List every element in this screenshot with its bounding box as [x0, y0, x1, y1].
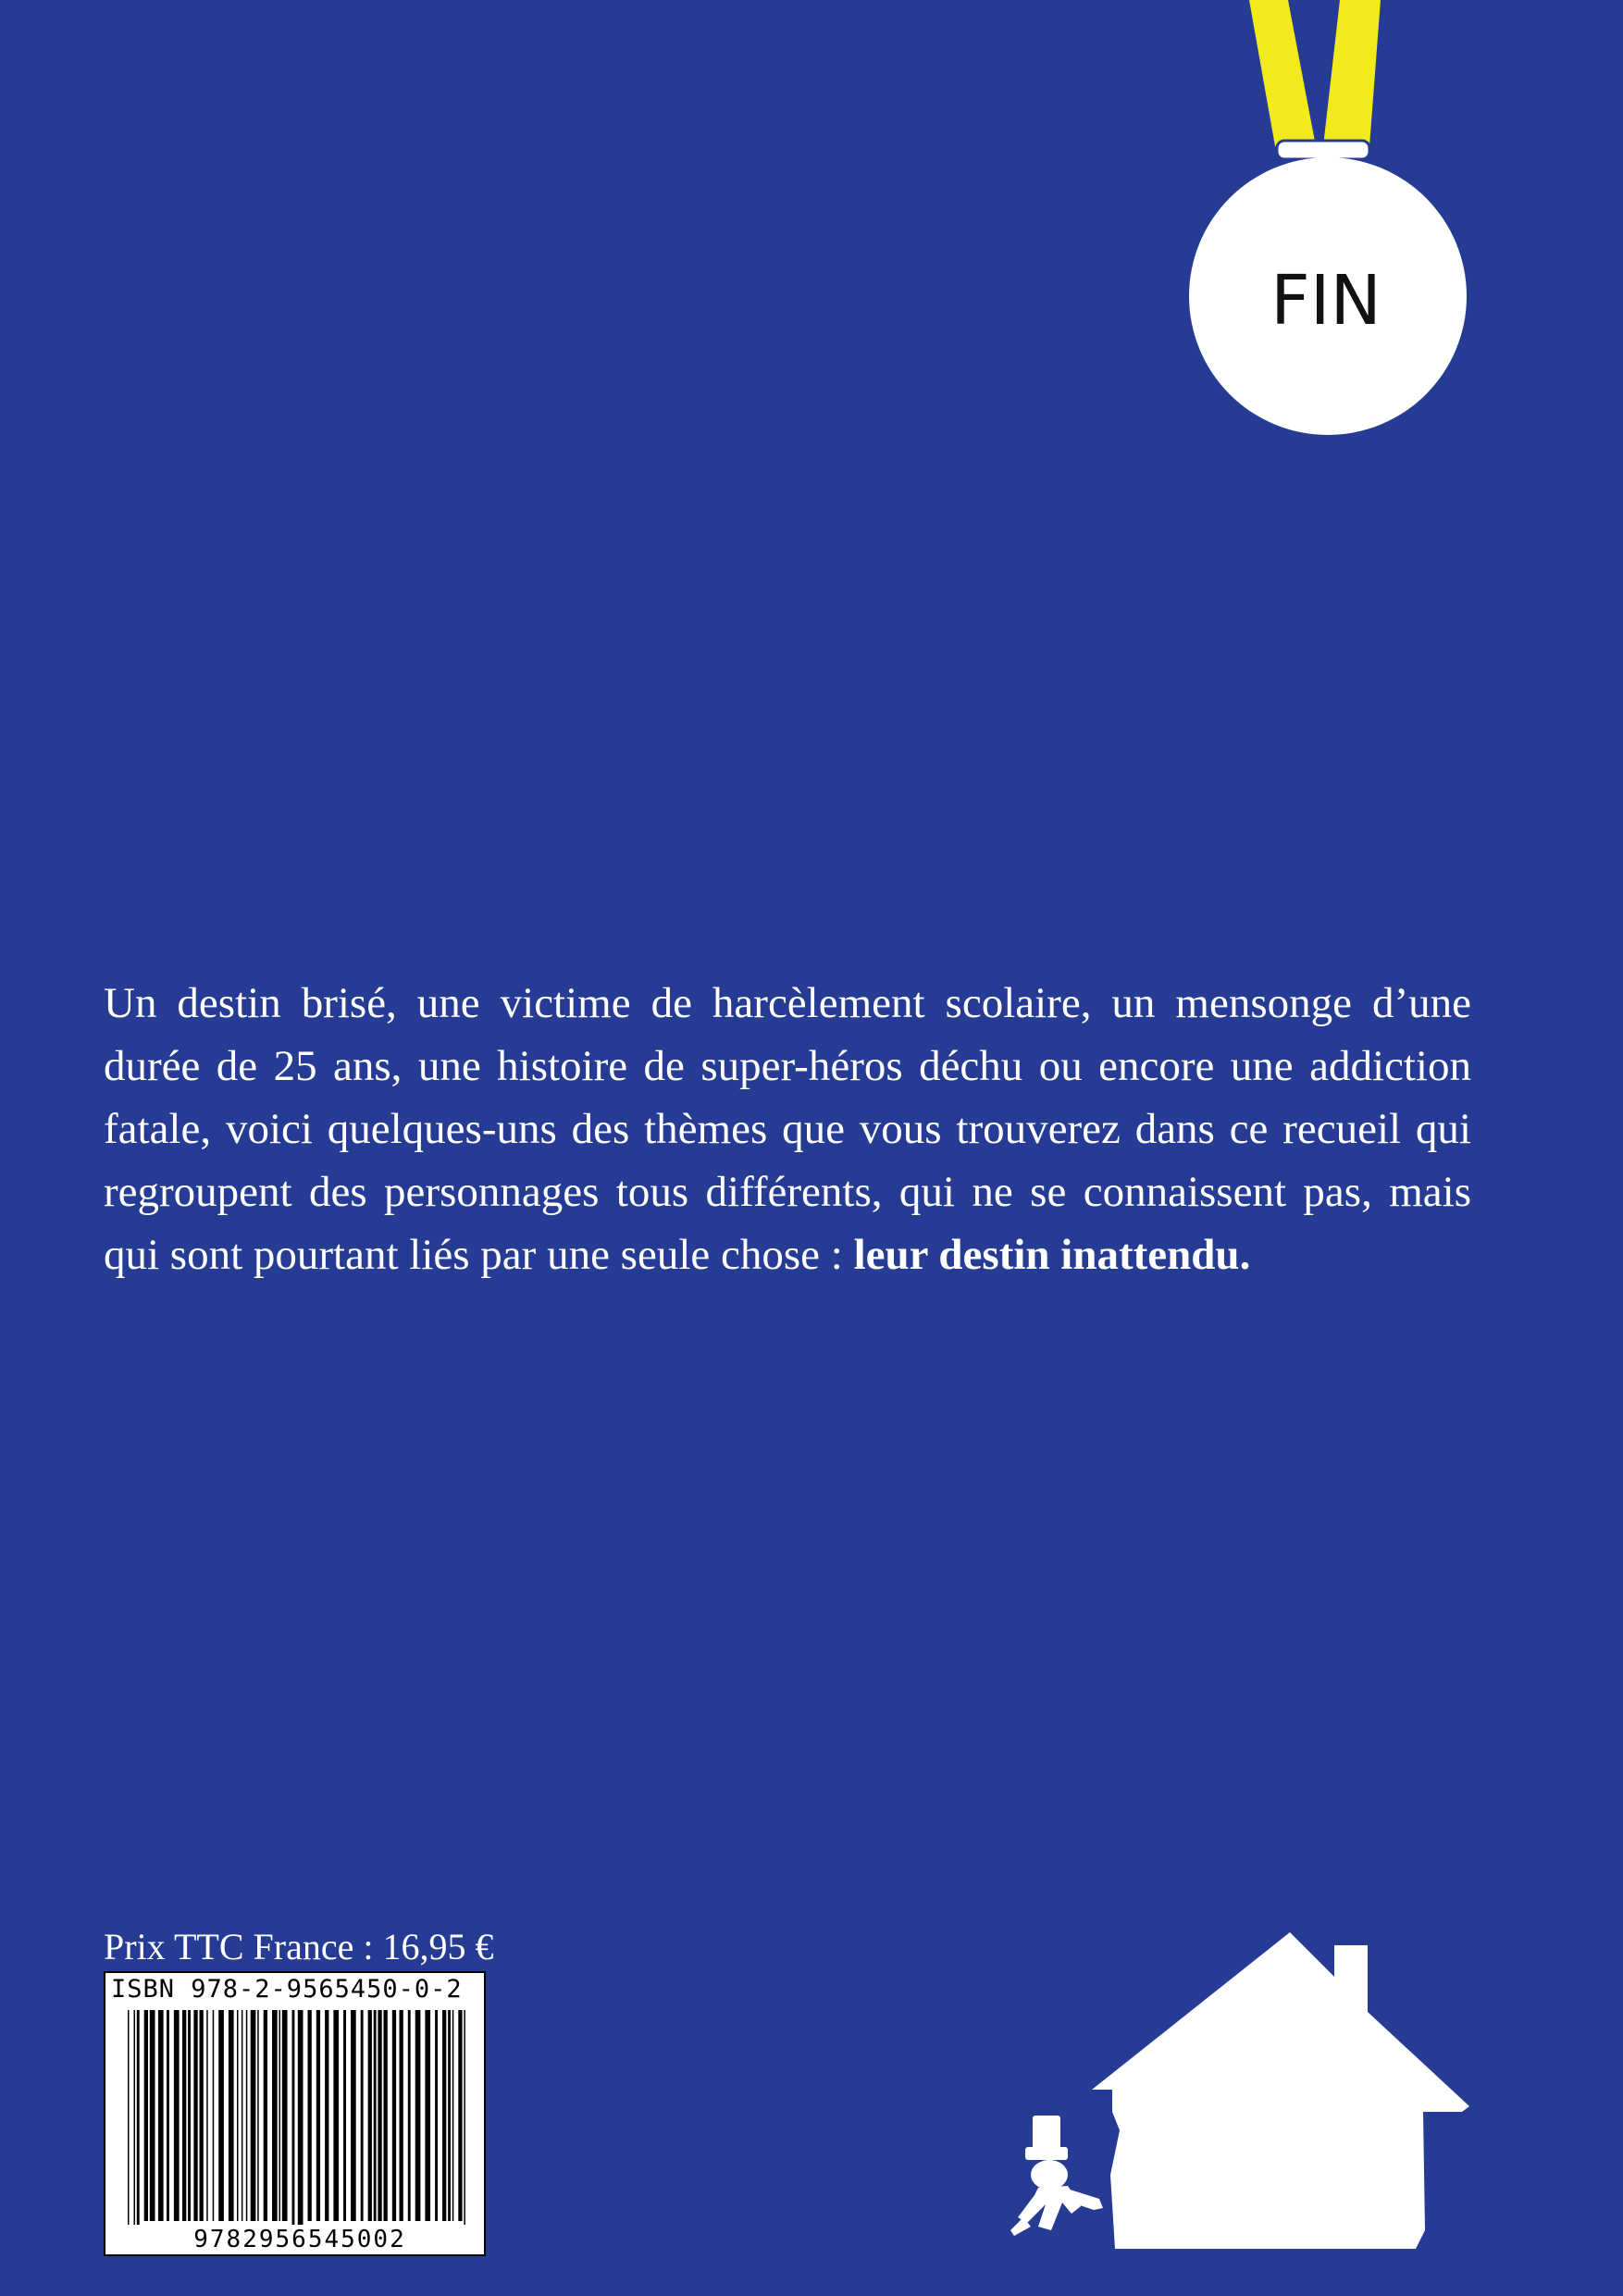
house-silhouette: [1092, 1932, 1469, 2249]
barcode-bar: [408, 2010, 411, 2221]
barcode-bar: [435, 2010, 438, 2221]
barcode-bar: [213, 2010, 215, 2221]
medal-ribbon-right: [1323, 0, 1381, 146]
barcode-bar: [316, 2010, 320, 2221]
barcode-bar: [298, 2010, 304, 2253]
barcode-bar: [237, 2010, 239, 2221]
blurb-text: Un destin brisé, une victime de harcèlement scolaire, un mensonge d’une durée de 25 ans, une histoire de super-héros déchu ou encore une addiction fatale, voici quelques-uns des thèmes que vous trouverez dans ce recueil qui regroupent des personnages tous différents, qui ne se connaissent pas, mais qui sont pourtant liés par une seule chose :: [104, 979, 1471, 1279]
barcode-bar: [282, 2010, 288, 2221]
medal-label: FIN: [1270, 261, 1381, 341]
barcode-bar: [458, 2010, 462, 2221]
barcode-bar: [425, 2010, 430, 2221]
medal-icon: [1175, 0, 1481, 444]
barcode-bar: [442, 2010, 446, 2221]
barcode-bar: [415, 2010, 421, 2221]
barcode-bar: [174, 2010, 180, 2221]
barcode-bar: [182, 2010, 186, 2221]
barcode-bar: [193, 2010, 197, 2221]
barcode-bar: [264, 2010, 267, 2221]
barcode-bar: [229, 2010, 234, 2221]
barcode-bar: [308, 2010, 312, 2221]
barcode-bar: [144, 2010, 148, 2221]
barcode-bar: [361, 2010, 364, 2221]
barcode-bar: [368, 2010, 372, 2221]
barcode-bar: [150, 2010, 155, 2221]
price-label: Prix TTC France : 16,95 €: [104, 1926, 494, 1967]
barcode-bar: [384, 2010, 388, 2221]
barcode-bar: [242, 2010, 243, 2221]
barcode: [104, 1971, 486, 2256]
medal-clasp: [1277, 141, 1369, 159]
barcode-bar: [378, 2010, 381, 2221]
barcode-bar: [448, 2010, 451, 2221]
medal-ribbon-left: [1249, 0, 1316, 146]
barcode-bar: [257, 2010, 259, 2221]
barcode-bars: [124, 2010, 476, 2253]
barcode-bar: [400, 2010, 403, 2221]
barcode-bar: [188, 2010, 191, 2221]
barcode-bar: [279, 2010, 281, 2221]
barcode-bar: [292, 2010, 295, 2253]
figure-with-top-hat-icon: [1010, 2116, 1103, 2236]
barcode-bar: [333, 2010, 339, 2221]
isbn-label: ISBN 978-2-9565450-0-2: [111, 1975, 463, 2004]
barcode-bar: [167, 2010, 169, 2221]
barcode-bar: [351, 2010, 356, 2221]
barcode-bar: [251, 2010, 256, 2221]
barcode-bar: [200, 2010, 204, 2221]
barcode-bar: [343, 2010, 346, 2221]
back-cover-blurb: [104, 972, 1471, 1286]
barcode-bar: [325, 2010, 328, 2221]
barcode-bar: [137, 2010, 140, 2253]
barcode-bar: [464, 2010, 465, 2253]
blurb-emphasis: leur destin inattendu.: [853, 1231, 1251, 1279]
barcode-bar: [158, 2010, 164, 2221]
barcode-bar: [272, 2010, 278, 2221]
barcode-bar: [452, 2010, 454, 2221]
barcode-bar: [374, 2010, 377, 2221]
house-icon: [990, 1925, 1490, 2258]
barcode-bar: [206, 2010, 208, 2221]
barcode-bar: [134, 2010, 136, 2253]
barcode-bar: [218, 2010, 224, 2221]
barcode-bar: [392, 2010, 396, 2221]
barcode-digits: 9782956545002: [193, 2226, 406, 2253]
barcode-bar: [128, 2010, 130, 2253]
barcode-bar: [246, 2010, 248, 2221]
